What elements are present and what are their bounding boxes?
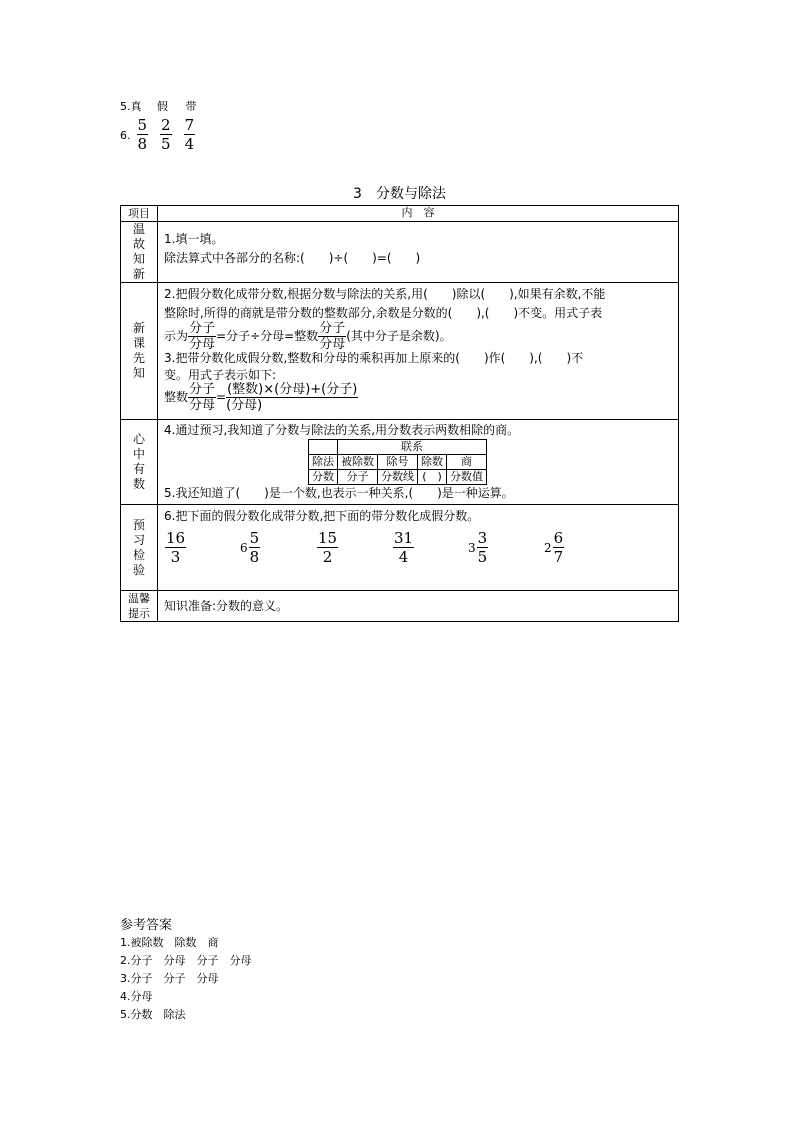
- formula-fraction: $\frac{\text{分子}}{\text{分母}}$: [189, 320, 216, 352]
- relation-header: 联系: [338, 440, 487, 455]
- relation-cell: 被除数: [338, 455, 378, 470]
- relation-cell: 分数值: [447, 470, 487, 485]
- exercise-fraction: $\frac{31}{4}$: [394, 529, 414, 566]
- table-row-new-lesson: [121, 283, 679, 420]
- answer-q6-label: 6.: [120, 128, 131, 142]
- reference-answer-line: 2.分子 分母 分子 分母: [120, 954, 252, 967]
- relation-cell: 分子: [338, 470, 378, 485]
- table-row-review: [121, 222, 679, 283]
- exercise-fraction: $\frac{15}{2}$: [318, 529, 338, 566]
- row-content: [158, 420, 679, 505]
- table-row-preview: [121, 505, 679, 591]
- header-item: 项目: [121, 206, 158, 222]
- relation-cell: 分数: [309, 470, 338, 485]
- review-line: 除法算式中各部分的名称:( )÷( )=( ): [164, 251, 421, 265]
- row-label: 新课先知: [121, 283, 158, 420]
- q3-line: 变。用式子表示如下:: [164, 368, 277, 382]
- reference-answers-title: 参考答案: [120, 918, 173, 933]
- review-line: 1.填一填。: [164, 232, 224, 246]
- reference-answer-line: 1.被除数 除数 商: [120, 936, 219, 949]
- exercise-fraction: 3 $\frac{3}{5}$: [468, 529, 488, 566]
- row-content: [158, 283, 679, 420]
- row-label: 温馨提示: [121, 591, 158, 622]
- formula-fraction: $\frac{\text{分子}}{\text{分母}}$: [189, 381, 216, 413]
- exercise-fraction: $\frac{16}{3}$: [166, 529, 186, 566]
- relation-cell: 除数: [418, 455, 447, 470]
- reference-answers-list: [120, 934, 252, 1024]
- answer-q5: [120, 98, 197, 114]
- exercise-fraction: 2 $\frac{6}{7}$: [544, 529, 564, 566]
- header-content: 内 容: [158, 206, 679, 222]
- q3-line: 3.把带分数化成假分数,整数和分母的乘积再加上原来的( )作( ),( )不: [164, 351, 584, 365]
- formula-fraction: $\frac{\text{(整数)×(分母)+(分子)}}{\text{(分母)}}$: [226, 381, 358, 413]
- formula-fraction: $\frac{\text{分子}}{\text{分母}}$: [319, 320, 346, 352]
- reference-answer-line: 4.分母: [120, 990, 153, 1003]
- answer-q5-item: 假: [157, 100, 168, 113]
- row-label: 温故知新: [121, 222, 158, 283]
- table-row-tip: [121, 591, 679, 622]
- answer-fraction: $\frac{7}{4}$: [184, 116, 195, 153]
- reference-answer-line: 5.分数 除法: [120, 1008, 186, 1021]
- relation-cell: 除法: [309, 455, 338, 470]
- relation-table: [308, 439, 487, 485]
- worksheet-table: [120, 205, 679, 622]
- row-content: [158, 222, 679, 283]
- q2-formula: 示为 $\frac{\text{分子}}{\text{分母}}$ =分子÷分母=整数 $\frac{\text{分子}}{\text{分母}}$ (其中分子是余数)。: [164, 320, 452, 352]
- relation-cell: ( ): [418, 470, 447, 485]
- q6-line: 6.把下面的假分数化成带分数,把下面的带分数化成假分数。: [164, 509, 480, 523]
- answer-fraction: $\frac{2}{5}$: [161, 116, 171, 153]
- answer-fraction: $\frac{5}{8}$: [137, 116, 148, 153]
- table-header-row: [121, 206, 679, 222]
- section-title: 3 分数与除法: [353, 186, 446, 202]
- q2-line: 2.把假分数化成带分数,根据分数与除法的关系,用( )除以( ),如果有余数,不能: [164, 287, 606, 301]
- tip-content: 知识准备:分数的意义。: [158, 591, 679, 622]
- relation-cell: 除号: [378, 455, 418, 470]
- q3-formula: 整数 $\frac{\text{分子}}{\text{分母}}$ = $\frac{\text{(整数)×(分母)+(分子)}}{\text{(分母)}}$: [164, 381, 358, 413]
- exercise-fraction: 6 $\frac{5}{8}$: [240, 529, 260, 566]
- relation-cell: 商: [447, 455, 487, 470]
- q2-line: 整除时,所得的商就是带分数的整数部分,余数是分数的( ),( )不变。用式子表: [164, 306, 603, 320]
- row-label: 心中有数: [121, 420, 158, 505]
- answer-q5-label: 5.真: [120, 100, 142, 113]
- answer-q6: [120, 118, 195, 152]
- q4-line: 4.通过预习,我知道了分数与除法的关系,用分数表示两数相除的商。: [164, 423, 520, 437]
- q5-line: 5.我还知道了( )是一个数,也表示一种关系,( )是一种运算。: [164, 486, 514, 500]
- table-row-heart: [121, 420, 679, 505]
- relation-cell: 分数线: [378, 470, 418, 485]
- exercise-row: [164, 530, 672, 566]
- reference-answer-line: 3.分子 分子 分母: [120, 972, 219, 985]
- row-content: [158, 505, 679, 591]
- relation-cell: [309, 440, 338, 455]
- answer-q5-item: 带: [185, 100, 197, 113]
- row-label: 预习检验: [121, 505, 158, 591]
